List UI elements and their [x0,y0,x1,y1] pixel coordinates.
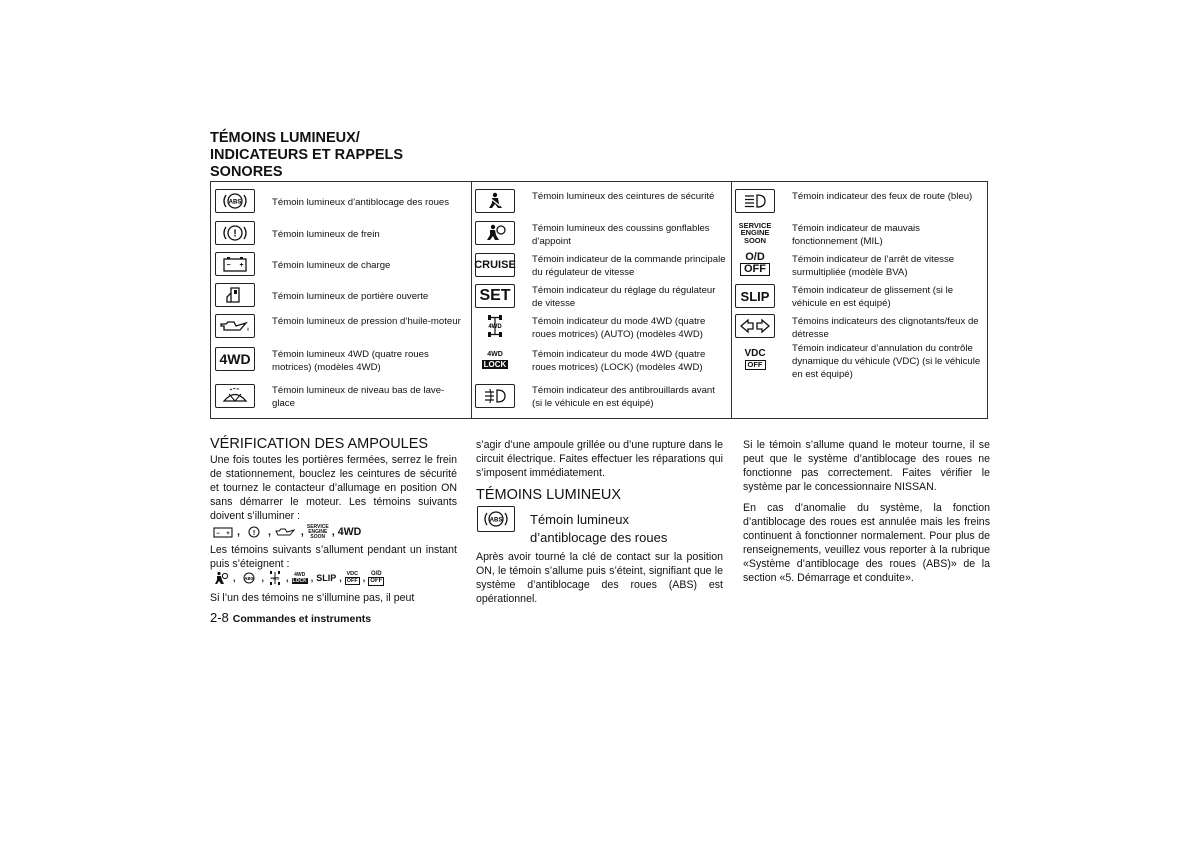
separator: , [286,573,289,583]
vdc-off-icon-top: VDC [744,347,766,359]
service-engine-soon-line-1: SERVICE [306,523,329,530]
battery-icon [215,252,255,276]
indicator-label: Témoin lumineux de portière ouverte [272,291,429,302]
indicator-row-airbag [471,218,731,249]
seat-belt-icon [475,189,515,213]
vdc-off-icon-top: VDC [346,571,359,577]
4wd-lock-icon-bottom: LOCK [483,359,507,369]
cruise-icon: CRUISE [475,253,515,277]
4wd-auto-icon [475,314,515,338]
indicator-label: Témoin lumineux 4WD (quatre roues motrices) (modèles 4WD) [272,349,429,373]
4wd-lock-icon [292,572,308,584]
abs-warning-icon [239,571,259,585]
service-engine-soon-line-2: ENGINE [740,228,770,238]
indicator-row-cruise [471,249,731,280]
fog-light-icon [475,384,515,408]
battery-icon [212,525,234,539]
footer-section-title: Commandes et instruments [232,613,372,625]
indicator-label: Témoin lumineux des coussins gonflables d’appoint [532,223,710,247]
4wd-icon: 4WD [215,347,255,371]
vdc-off-icon [735,347,775,371]
svg-text:ABS: ABS [243,576,254,581]
od-off-icon [368,571,384,586]
verification-heading: VÉRIFICATION DES AMPOULES [210,436,429,452]
indicator-table-column-1 [211,182,472,418]
service-engine-soon-line-2: ENGINE [308,528,328,535]
washer-fluid-icon [215,384,255,408]
separator: , [233,573,236,583]
abs-subheading-line-1: Témoin lumineux [530,512,629,527]
airbag-icon [212,571,230,585]
indicator-label: Témoin lumineux de pression d’huile-moteur [272,316,461,327]
indicator-row-oil [211,311,471,342]
indicator-row-4wd-auto [471,311,731,342]
indicator-label: Témoin indicateur du mode 4WD (quatre roues motrices) (AUTO) (modèles 4WD) [532,316,706,340]
indicator-label: Témoin lumineux de niveau bas de lave-glace [272,385,445,409]
vdc-off-icon [345,571,360,585]
vdc-off-icon-bottom: OFF [346,578,358,584]
oil-pressure-icon [215,314,255,338]
indicator-row-turn-signal [731,311,987,342]
separator: , [267,526,271,538]
indicator-label: Témoin lumineux d’antiblocage des roues [272,197,450,208]
indicator-label: Témoin lumineux des ceintures de sécurité [532,191,715,202]
separator: , [362,573,366,583]
section-title-line-2: INDICATEURS ET RAPPELS [210,147,404,163]
indicator-label: Témoin lumineux de charge [272,260,391,271]
indicator-row-4wd-lock [471,344,731,375]
oil-pressure-icon [274,525,298,539]
indicator-row-mil [731,218,987,249]
page-number: 2-8 [210,610,229,625]
verification-paragraph-2: Les témoins suivants s’allument pendant un instant puis s’éteignent : [210,544,457,570]
separator: , [237,526,240,538]
indicator-label: Témoin indicateur de mauvais fonctionnement (MIL) [792,223,920,247]
indicator-label: Témoin indicateur des feux de route (bleu) [792,191,973,202]
slip-icon: SLIP [735,284,775,308]
verification-paragraph-3: Si l’un des témoins ne s’illumine pas, il peut [210,592,415,604]
slip-icon: SLIP [316,573,337,583]
4wd-lock-icon [475,347,515,371]
service-engine-soon-line-3: SOON [743,235,767,245]
abs-warning-icon [477,506,515,532]
svg-text:ABS: ABS [228,199,242,206]
svg-text:ABS: ABS [489,517,503,524]
indicator-row-washer [211,380,471,411]
indicator-label: Témoin indicateur du réglage du régulateur de vitesse [532,285,716,309]
service-engine-soon-icon [307,525,329,540]
illuminate-icons-line [212,524,462,540]
4wd-icon: 4WD [337,526,362,538]
od-off-icon-bottom: OFF [370,578,383,584]
4wd-auto-icon [267,570,283,586]
od-off-icon-top: O/D [745,251,765,263]
momentary-icons-line [212,570,462,586]
indicator-label: Témoin lumineux de frein [272,229,380,240]
svg-text:−: − [226,262,231,269]
svg-text:−: − [216,531,220,537]
svg-text:+: + [226,531,230,537]
brake-warning-icon [243,525,265,539]
indicator-table-column-2 [471,182,732,418]
indicator-label: Témoin indicateur d’annulation du contrôle dynamique du véhicule (VDC) (si le véhicule en est équipé) [792,343,981,380]
indicator-row-battery [211,249,471,280]
indicator-table-column-3 [731,182,987,418]
indicators-heading: TÉMOINS LUMINEUX [476,487,622,503]
svg-text:4WD: 4WD [270,575,280,581]
indicator-label: Témoin indicateur des antibrouillards avant (si le véhicule en est équipé) [532,385,715,409]
svg-text:!: ! [233,228,237,240]
middle-paragraph-continuation: s’agir d’une ampoule grillée ou d’une rupture dans le circuit électrique. Faites effectuer les réparations qui s’imposent immédiatement. [476,439,723,479]
indicator-row-set [471,280,731,311]
separator: , [261,573,265,583]
indicator-row-fog [471,380,731,411]
indicator-table [210,181,988,419]
right-paragraph-2: En cas d’anomalie du système, la fonction d’antiblocage des roues est annulée mais les freins continuent à fonctionner normalement. Pour plus de renseignements, veuillez vous reporter à la rubrique «Système d’antiblocage des roues (ABS)» de la section «5. Démarrage et conduite». [743,502,990,584]
high-beam-icon [735,189,775,213]
svg-text:4WD: 4WD [488,324,502,330]
separator: , [300,526,304,538]
4wd-lock-icon-bottom: LOCK [292,578,307,584]
right-paragraph-1: Si le témoin s’allume quand le moteur tourne, il se peut que le système d’antiblocage des roues ne fonctionne pas correctement. Faites vérifier le système par le concessionnaire NISSAN. [743,439,990,493]
separator: , [331,526,335,538]
verification-paragraph-1: Une fois toutes les portières fermées, serrez le frein de stationnement, bouclez les ceintures de sécurité et tournez le contacteur d’allumage en position ON sans démarrer le moteur. Les témoins suivants doivent s’illuminer : [210,454,457,522]
service-engine-soon-line-3: SOON [310,533,326,540]
od-off-icon-bottom: OFF [740,263,770,276]
abs-warning-icon [215,189,255,213]
indicator-label: Témoin indicateur de glissement (si le véhicule en est équipé) [792,285,954,309]
indicator-row-vdc-off [731,343,987,380]
od-off-icon [735,252,775,276]
airbag-icon [475,221,515,245]
indicator-label: Témoin indicateur du mode 4WD (quatre roues motrices) (LOCK) (modèles 4WD) [532,349,706,373]
indicator-row-od-off [731,249,987,280]
indicator-row-brake [211,218,471,249]
separator: , [310,573,314,583]
set-icon: SET [475,284,515,308]
indicator-row-seatbelt [471,186,731,217]
indicator-row-abs [211,186,471,217]
svg-text:!: ! [252,530,256,537]
page-footer [210,610,371,625]
turn-signal-icon [735,314,775,338]
indicator-row-door [211,280,471,311]
vdc-off-icon-bottom: OFF [745,360,766,370]
abs-subheading-line-2: d’antiblocage des roues [530,530,668,545]
4wd-lock-icon-top: 4WD [294,572,306,578]
door-open-icon [215,283,255,307]
service-engine-soon-icon [735,221,775,245]
abs-subheading [530,511,730,547]
brake-warning-icon [215,221,255,245]
indicator-label: Témoins indicateurs des clignotants/feux de détresse [792,316,979,340]
indicator-label: Témoin indicateur de la commande principale du régulateur de vitesse [532,254,726,278]
indicator-row-slip [731,280,987,311]
abs-paragraph: Après avoir tourné la clé de contact sur la position ON, le témoin s’allume puis s’éteint, signifiant que le système d’antiblocage des roues (ABS) est opérationnel. [476,551,723,605]
section-title-line-1: TÉMOINS LUMINEUX/ [210,130,360,146]
section-title-line-3: SONORES [210,164,283,180]
separator: , [339,573,342,583]
indicator-row-high-beam [731,186,987,217]
service-engine-soon-line-1: SERVICE [738,220,772,230]
indicator-row-4wd [211,344,471,375]
indicator-label: Témoin indicateur de l’arrêt de vitesse surmultipliée (modèle BVA) [792,254,955,278]
od-off-icon-top: O/D [370,570,382,577]
section-title [210,130,470,181]
svg-text:+: + [239,262,244,269]
4wd-lock-icon-top: 4WD [487,350,503,358]
